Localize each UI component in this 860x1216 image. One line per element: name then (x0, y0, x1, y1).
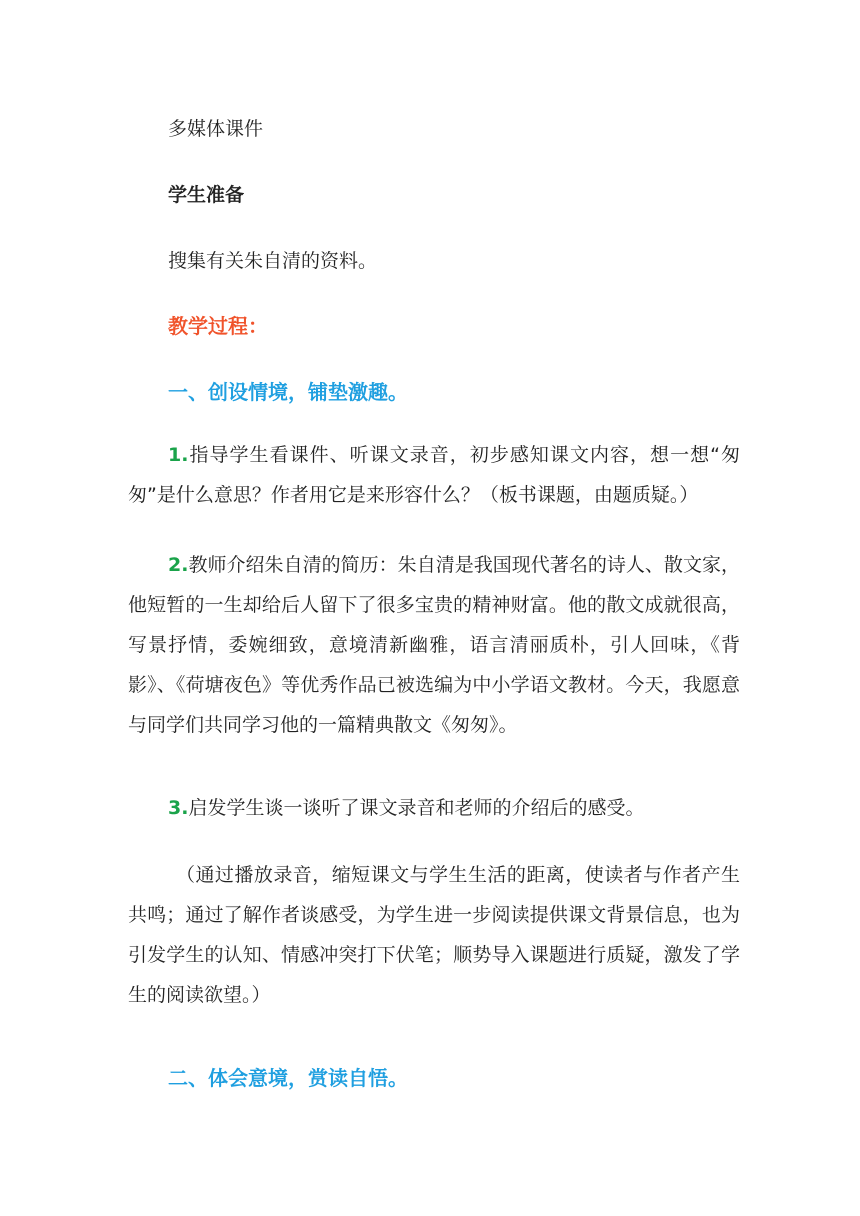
item-2-paragraph (128, 545, 740, 745)
process-heading: 教学过程： (168, 314, 268, 338)
item-1-text: 指导学生看课件、听课文录音，初步感知课文内容，想一想“匆匆”是什么意思？作者用它是来形容什么？（板书课题，由题质疑。） (128, 444, 740, 506)
item-3-number: 3. (168, 797, 189, 819)
item-2-number: 2. (168, 554, 189, 576)
note-paragraph: （通过播放录音，缩短课文与学生生活的距离，使读者与作者产生共鸣；通过了解作者谈感受，为学生进一步阅读提供课文背景信息，也为引发学生的认知、情感冲突打下伏笔；顺势导入课题进行质疑，激发了学生的阅读欲望。） (128, 864, 740, 1006)
item-3-text: 启发学生谈一谈听了课文录音和老师的介绍后的感受。 (188, 797, 645, 819)
item-1-number: 1. (168, 444, 189, 466)
item-2-text: 教师介绍朱自清的简历：朱自清是我国现代著名的诗人、散文家，他短暂的一生却给后人留下了很多宝贵的精神财富。他的散文成就很高，写景抒情，委婉细致，意境清新幽雅，语言清丽质朴，引人回味，《背影》、《荷塘夜色》等优秀作品已被选编为中小学语文教材。今天，我愿意与同学们共同学习他的一篇精典散文《匆匆》。 (128, 554, 740, 736)
item-3-paragraph (128, 788, 740, 828)
student-prep-text: 搜集有关朱自清的资料。 (168, 250, 378, 272)
section1-heading: 一、创设情境，铺垫激趣。 (168, 380, 408, 404)
section2-heading: 二、体会意境，赏读自悟。 (168, 1066, 408, 1090)
item-1-paragraph (128, 435, 740, 515)
materials-text: 多媒体课件 (168, 118, 264, 140)
student-prep-heading: 学生准备 (168, 184, 245, 206)
